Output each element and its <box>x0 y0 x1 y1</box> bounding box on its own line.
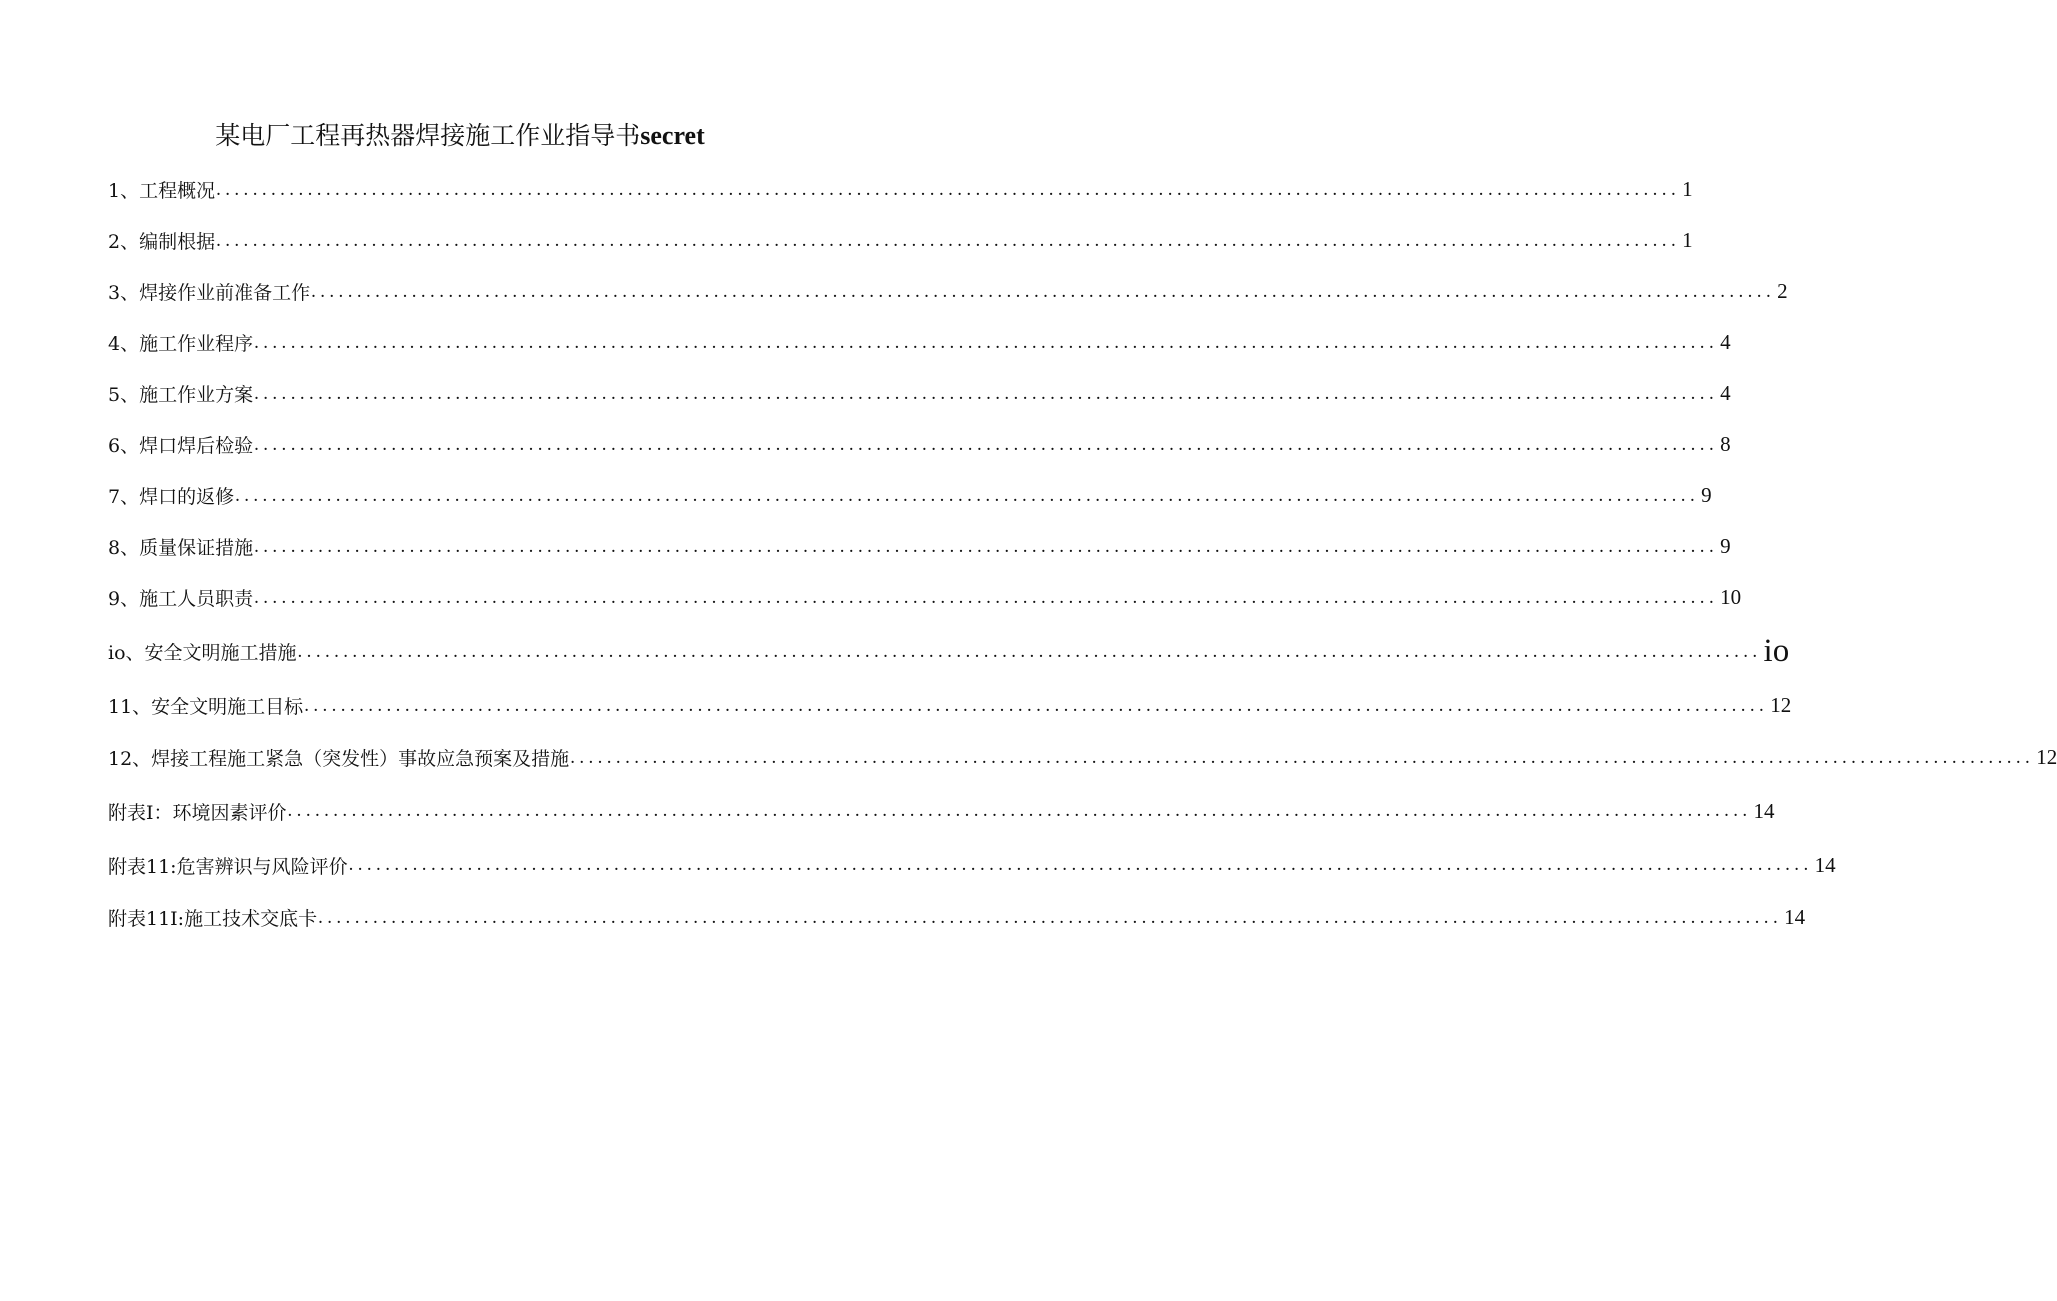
toc-entry[interactable] <box>108 215 1693 266</box>
toc-entry[interactable] <box>108 266 1788 317</box>
toc-entry-page: 1 <box>1682 228 1693 252</box>
toc-entry-label: 11、安全文明施工目标 <box>108 696 304 718</box>
toc-entry[interactable] <box>108 838 1836 892</box>
toc-entry-label: 附表11I:施工技术交底卡 <box>108 908 318 930</box>
toc-entry-label: 5、施工作业方案 <box>108 384 254 406</box>
toc-entry[interactable] <box>108 572 1742 623</box>
toc-leader-dots: ................................................................................................................................................................ <box>570 746 2035 768</box>
toc-entry[interactable] <box>108 470 1712 521</box>
toc-entry-label: 3、焊接作业前准备工作 <box>108 282 311 304</box>
toc-leader-dots: ................................................................................................................................................................ <box>287 800 1752 821</box>
toc-entry-page: 12 <box>2036 745 2057 769</box>
toc-leader-dots: ................................................................................................................................................................ <box>311 280 1776 302</box>
toc-entry-label: io、安全文明施工措施 <box>108 642 297 664</box>
toc-entry-label: 6、焊口焊后检验 <box>108 435 254 457</box>
toc-leader-dots: ................................................................................................................................................................ <box>254 586 1719 608</box>
toc-leader-dots: ................................................................................................................................................................ <box>216 229 1681 251</box>
toc-entry-label: 1、工程概况 <box>108 180 216 202</box>
toc-entry[interactable] <box>108 419 1731 470</box>
toc-leader-dots: ................................................................................................................................................................ <box>304 694 1769 716</box>
toc-entry-page: 14 <box>1814 852 1836 877</box>
toc-entry-page: io <box>1763 633 1790 669</box>
toc-leader-dots: ................................................................................................................................................................ <box>254 433 1719 455</box>
toc-entry-label: 2、编制根据 <box>108 231 216 253</box>
toc-entry-label: 12、焊接工程施工紧急（突发性）事故应急预案及措施 <box>108 748 570 770</box>
toc-entry[interactable] <box>108 317 1731 368</box>
toc-entry-label: 附表11:危害辨识与风险评价 <box>108 855 348 878</box>
toc-entry-page: 9 <box>1701 483 1712 507</box>
toc-entry[interactable] <box>108 521 1731 572</box>
toc-entry-label: 9、施工人员职责 <box>108 588 254 610</box>
toc-leader-dots: ................................................................................................................................................................ <box>235 484 1700 506</box>
toc-entry[interactable] <box>108 368 1731 419</box>
table-of-contents <box>108 164 2057 943</box>
toc-entry-page: 8 <box>1720 432 1731 456</box>
toc-entry[interactable] <box>108 784 1775 838</box>
toc-entry-page: 4 <box>1720 330 1731 354</box>
toc-entry-label: 附表I：环境因素评价 <box>108 801 287 824</box>
toc-entry[interactable] <box>108 731 2057 784</box>
toc-leader-dots: ................................................................................................................................................................ <box>254 535 1719 557</box>
document-title <box>0 118 920 154</box>
toc-entry-page: 9 <box>1720 534 1731 558</box>
toc-entry-page: 14 <box>1753 798 1775 823</box>
toc-leader-dots: ................................................................................................................................................................ <box>216 178 1681 200</box>
title-text: 某电厂工程再热器焊接施工作业指导书 <box>215 121 641 150</box>
title-suffix: secret <box>640 121 705 150</box>
toc-leader-dots: ................................................................................................................................................................ <box>254 331 1719 353</box>
toc-entry-label: 4、施工作业程序 <box>108 333 254 355</box>
toc-entry[interactable] <box>108 892 1806 943</box>
toc-entry[interactable] <box>108 623 1790 680</box>
toc-entry-page: 12 <box>1770 693 1792 717</box>
toc-leader-dots: ................................................................................................................................................................ <box>348 854 1813 875</box>
toc-leader-dots: ................................................................................................................................................................ <box>318 906 1783 928</box>
toc-entry-label: 7、焊口的返修 <box>108 486 235 508</box>
toc-entry-page: 4 <box>1720 381 1731 405</box>
toc-entry-page: 14 <box>1784 905 1806 929</box>
toc-entry-page: 1 <box>1682 177 1693 201</box>
toc-entry-page: 2 <box>1777 279 1788 303</box>
toc-leader-dots: ................................................................................................................................................................ <box>297 640 1762 662</box>
toc-entry[interactable] <box>108 164 1693 215</box>
toc-entry-label: 8、质量保证措施 <box>108 537 254 559</box>
toc-leader-dots: ................................................................................................................................................................ <box>254 382 1719 404</box>
toc-entry[interactable] <box>108 680 1792 731</box>
toc-entry-page: 10 <box>1720 585 1742 609</box>
